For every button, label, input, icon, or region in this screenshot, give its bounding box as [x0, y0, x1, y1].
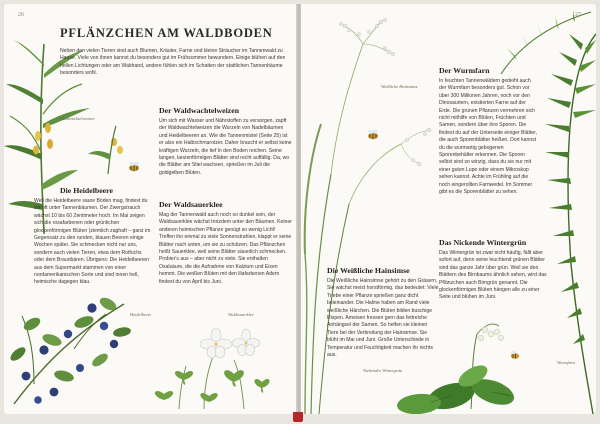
heading-hainsimse: Die Weißliche Hainsimse [327, 266, 410, 275]
caption-waldwachtelweizen: Waldwachtelweizen [60, 116, 95, 121]
intro-text: Neben den vielen Tieren sind auch Blumen, Kräuter, Farne und kleine Sträucher im Tannenwald zu Hause. Viele von ihnen kannst du besonders gut im Frühsommer bewundern. Einige blühen auf den hellen Lichtungen oder am Waldrand, andere fühlen sich im Schatten der stattlichen Tannenbäume besonders wohl. [60, 48, 286, 77]
page-title: PFLÄNZCHEN AM WALDBODEN [60, 26, 273, 40]
page-number-right: 27 [575, 12, 581, 18]
caption-waldsauerklee: Waldsauerklee [228, 312, 254, 317]
text-heidelbeere: Weil die Heidelbeere saure Böden mag, findest du sie oft unter Tannenbäumen. Der Zwergstrauch wächst 10 bis 60 Zentimeter hoch. Im Mai zeigen sich die rosafarbenen oder grünlichen glockenförmigen Blüten (ziemlich zaghaft – ganz im Gegensatz zu den runden, blauen Beeren einige Wochen später. Sie schmecken nicht nur uns, sondern auch vielen Tieren, etwa dem Rotfuchs oder dem Braunbären. Übrigens: Die Heidelbeeren aus dem Supermarkt stammen von einer nordamerikanischen Sorte und sind innen hell, heimische dagegen blau. [34, 198, 151, 286]
caption-hainsimse: Weißliche Hainsimse [381, 84, 418, 89]
bookmark-ribbon [293, 412, 303, 422]
bee-illustration [129, 162, 139, 172]
heading-wintergruen: Das Nickende Wintergrün [439, 238, 527, 247]
heidelbeere-illustration [8, 295, 131, 404]
text-wintergruen: Das Wintergrün ist zwar nicht häufig, fällt aber sofort auf, denn seine leuchtend grünen Blätter sind das ganze Jahr über grün. Weil sie den Blättern des Birnbaums ähnlich sehen, wird das Pflänzchen auch Birngrün genannt. Die glockenförmigen Blüten hängen alle zu einer Seite und blühen im Juni. [439, 250, 547, 301]
caption-wurmfarn: Wurmfarn [557, 360, 575, 365]
heading-heidelbeere: Die Heidelbeere [60, 186, 113, 195]
text-wurmfarn: In feuchten Tannenwäldern gedeiht auch der Wurmfarn besonders gut. Schon vor über 300 Millionen Jahren, noch vor den Dinosauriern, existierten Farne auf der Erde. Die grünen Pflanzen vermehren sich nicht mithilfe von Blüten, Früchten und Samen, sondern über ihre Sporen. Die findest du auf der Unterseite einiger Blätter, die auch Sporenblätter heißen. Dort kannst du die wurmartig gebogenen Sporenbehälter erkennen. Die Sporen selbst sind so winzig, dass du sie nur mit einer guten Lupe oder einem Mikroskop sehen kannst. Achte im Frühling auf die noch eingerollten Farnwedel. Im Sommer gibt es die Sporenblätter zu sehen. [439, 78, 537, 196]
waldsauerklee-illustration [155, 328, 270, 409]
caption-wintergruen: Nickendes Wintergrün [363, 368, 402, 373]
heading-waldsauerklee: Der Waldsauerklee [159, 200, 223, 209]
left-page [4, 4, 297, 414]
right-page [301, 4, 596, 414]
heading-waldwachtelweizen: Der Waldwachtelweizen [159, 106, 240, 115]
page-number-left: 26 [18, 12, 24, 18]
text-waldsauerklee: Mag der Tannenwald auch noch so dunkel sein, der Waldsauerklee wächst trotzdem unter den Bäumen. Keiner anderen heimischen Pflanze genügt so wenig Licht! Treffen ihn einmal zu viele Sonnenstrahlen, klappt er seine Blätter nach unten, um sie zu schützen. Das Pflänzchen heißt Sauerklee, weil seine Blätter säuerlich schmecken. Probier's aus – aber nicht zu viele. Sie enthalten Oxalsäure, die die Aufnahme von Kalzium und Eisen hemmt. Die weißen Blüten mit den lilafarbenen Adern findest du von April bis Juni. [159, 212, 292, 285]
bee-illustration-bottom [510, 351, 519, 359]
caption-heidelbeere: Heidelbeere [130, 312, 152, 317]
bee-illustration-right [368, 130, 378, 140]
text-hainsimse: Die Weißliche Hainsimse gehört zu den Gräsern. Sie wächst meist horstförmig, das bedeutet: Viele Triebe einer Pflanze sprießen ganz dicht beieinander. Die Halme haben am Rand viele weißliche Härchen. Die Blüten bilden buschige Rispen. Ameisen fressen gern das fettreiche Anhängsel der Samen. So helfen sie kleinen Tiere bei der Verbreitung der Hainsimse. Sie blüht im Mai und Juni. Große Unterschiede in Temperatur und Feuchtigkeit machen ihr nichts aus. [327, 278, 439, 359]
heading-wurmfarn: Der Wurmfarn [439, 66, 490, 75]
text-waldwachtelweizen: Um sich mit Wasser und Nährstoffen zu versorgen, zapft der Waldwachtelweizen die Wurzeln von Nadelbäumen und Heidelbeeren an. Wie die Tannenmistel (Seite 25) ist er also ein Halbschmarotzer. Daher braucht er selbst keine kräftigen Wurzeln, die tief in den Boden reichen. Seine langen, lanzenförmigen Blätter sind recht auffällig. Da, wo die Blätter am Stiel wachsen, sprießen im Juli die goldgelben Blüten. [159, 118, 292, 176]
